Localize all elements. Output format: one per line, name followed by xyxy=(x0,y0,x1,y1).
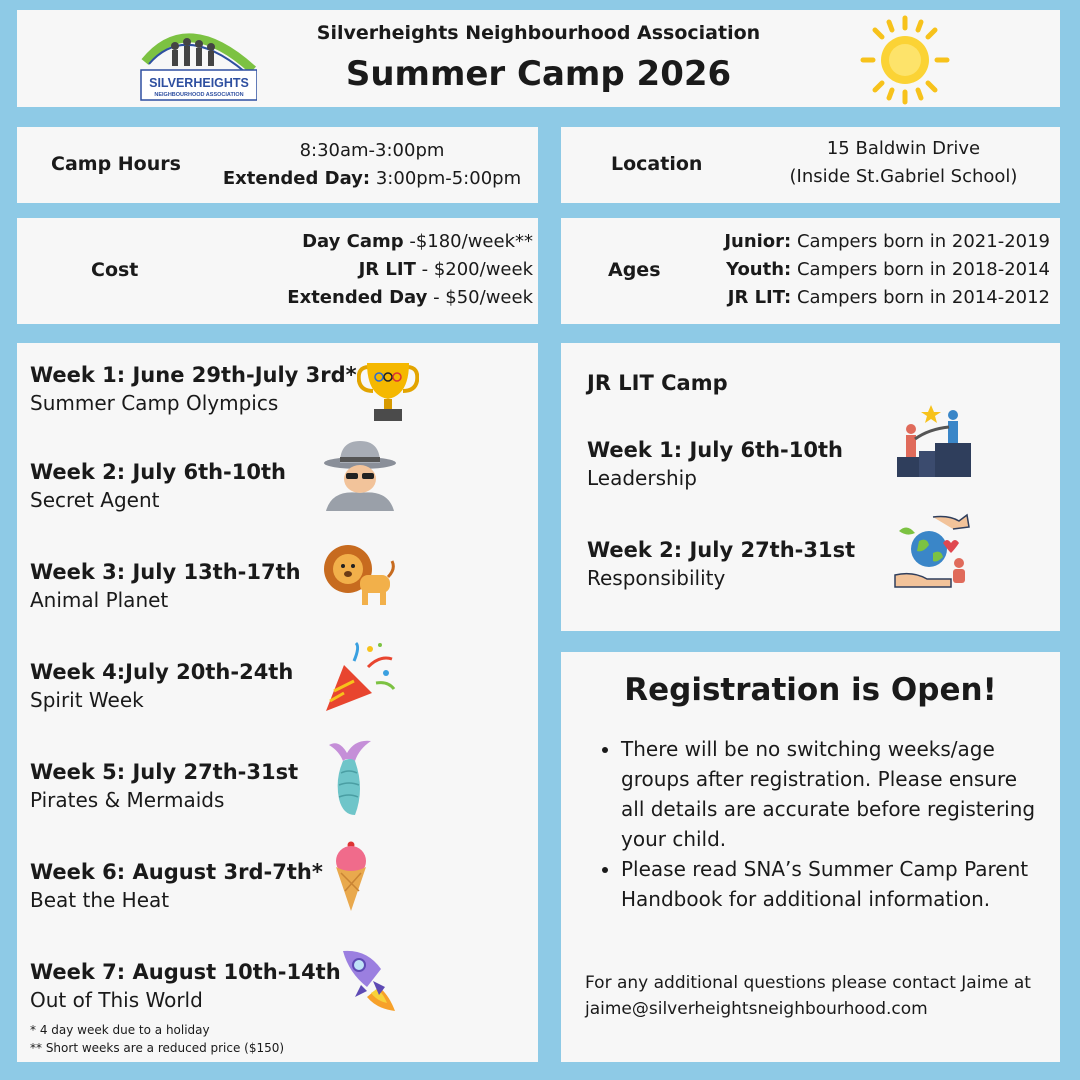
list-item: • Please read SNA’s Summer Camp Parent Handbook for additional information. xyxy=(621,854,1041,914)
sun-icon xyxy=(855,14,955,106)
camp-hours-box xyxy=(17,127,538,203)
list-item: • There will be no switching weeks/age groups after registration. Please ensure all details are accurate before registering your child. xyxy=(621,734,1041,854)
cost-item-price: -$180/week** xyxy=(403,231,533,252)
ages-youth xyxy=(724,256,1050,284)
mermaid-tail-icon xyxy=(325,739,375,817)
cost-extended-day xyxy=(287,284,533,312)
week-4 xyxy=(30,660,293,712)
location-label: Location xyxy=(611,153,703,175)
ages-box xyxy=(561,218,1060,324)
week-theme: Pirates & Mermaids xyxy=(30,788,225,812)
week-theme: Secret Agent xyxy=(30,488,160,512)
cost-jr-lit xyxy=(287,256,533,284)
cost-item-name: Extended Day xyxy=(287,287,428,308)
spy-icon xyxy=(322,439,398,511)
logo-subtext: NEIGHBOURHOOD ASSOCIATION xyxy=(154,92,244,98)
week-theme: Leadership xyxy=(587,466,697,490)
week-5 xyxy=(30,760,298,812)
age-group-desc: Campers born in 2018-2014 xyxy=(791,259,1050,280)
contact-info: For any additional questions please contact Jaime at jaime@silverheightsneighbourhood.com xyxy=(585,973,1031,1019)
week-title: Week 3: July 13th-17th xyxy=(30,560,301,584)
week-3 xyxy=(30,560,301,612)
ages-label: Ages xyxy=(608,259,661,281)
extended-day-value: 3:00pm-5:00pm xyxy=(370,168,522,189)
footnote-reduced-price: ** Short weeks are a reduced price ($150) xyxy=(30,1041,285,1055)
registration-title: Registration is Open! xyxy=(624,672,997,708)
camp-hours-label: Camp Hours xyxy=(51,153,181,175)
ages-junior xyxy=(724,228,1050,256)
week-title: Week 2: July 6th-10th xyxy=(30,460,286,484)
logo-text: SILVERHEIGHTS xyxy=(149,76,249,90)
cost-box xyxy=(17,218,538,324)
cost-item-price: - $200/week xyxy=(415,259,533,280)
week-theme: Spirit Week xyxy=(30,688,144,712)
page-title: Summer Camp 2026 xyxy=(345,54,732,94)
camp-hours-value: 8:30am-3:00pm xyxy=(299,140,445,161)
cost-label: Cost xyxy=(91,259,139,281)
age-group-name: JR LIT: xyxy=(727,287,792,308)
footnote-holiday: * 4 day week due to a holiday xyxy=(30,1023,210,1037)
week-6 xyxy=(30,860,323,912)
week-title: Week 1: June 29th-July 3rd* xyxy=(30,363,357,387)
leadership-icon xyxy=(895,401,973,479)
week-title: Week 6: August 3rd-7th* xyxy=(30,860,323,884)
extended-day-hours xyxy=(217,165,527,193)
header-banner xyxy=(17,10,1060,107)
ages-jr-lit xyxy=(724,284,1050,312)
week-1 xyxy=(30,363,357,415)
week-title: Week 7: August 10th-14th xyxy=(30,960,341,984)
age-group-desc: Campers born in 2021-2019 xyxy=(791,231,1050,252)
week-theme: Beat the Heat xyxy=(30,888,170,912)
registration-box xyxy=(561,652,1060,1062)
trophy-icon xyxy=(357,359,419,425)
week-theme: Animal Planet xyxy=(30,588,169,612)
location-box xyxy=(561,127,1060,203)
week-theme: Responsibility xyxy=(587,566,726,590)
cost-item-name: JR LIT xyxy=(358,259,416,280)
cost-item-name: Day Camp xyxy=(302,231,404,252)
week-7 xyxy=(30,960,341,1012)
cost-day-camp xyxy=(287,228,533,256)
jr-lit-heading: JR LIT Camp xyxy=(587,371,728,395)
week-title: Week 1: July 6th-10th xyxy=(587,438,843,462)
jr-lit-week-2 xyxy=(587,538,855,590)
extended-day-label: Extended Day: xyxy=(222,168,371,189)
week-theme: Summer Camp Olympics xyxy=(30,391,279,415)
week-title: Week 4:July 20th-24th xyxy=(30,660,294,684)
week-theme: Out of This World xyxy=(30,988,203,1012)
location-note: (Inside St.Gabriel School) xyxy=(789,166,1018,187)
org-name: Silverheights Neighbourhood Association xyxy=(316,22,761,44)
age-group-name: Junior: xyxy=(724,231,792,252)
age-group-name: Youth: xyxy=(726,259,792,280)
ice-cream-icon xyxy=(331,841,371,913)
location-address: 15 Baldwin Drive xyxy=(826,138,981,159)
week-title: Week 5: July 27th-31st xyxy=(30,760,299,784)
registration-notes xyxy=(621,734,1041,914)
lion-icon xyxy=(324,543,396,607)
responsibility-icon xyxy=(893,513,971,589)
age-group-desc: Campers born in 2014-2012 xyxy=(791,287,1050,308)
jr-lit-camp-box xyxy=(561,343,1060,631)
cost-item-price: - $50/week xyxy=(427,287,533,308)
week-2 xyxy=(30,460,286,512)
week-title: Week 2: July 27th-31st xyxy=(587,538,856,562)
jr-lit-week-1 xyxy=(587,438,843,490)
weeks-schedule-box xyxy=(17,343,538,1062)
rocket-icon xyxy=(337,947,399,1013)
party-popper-icon xyxy=(324,641,398,713)
